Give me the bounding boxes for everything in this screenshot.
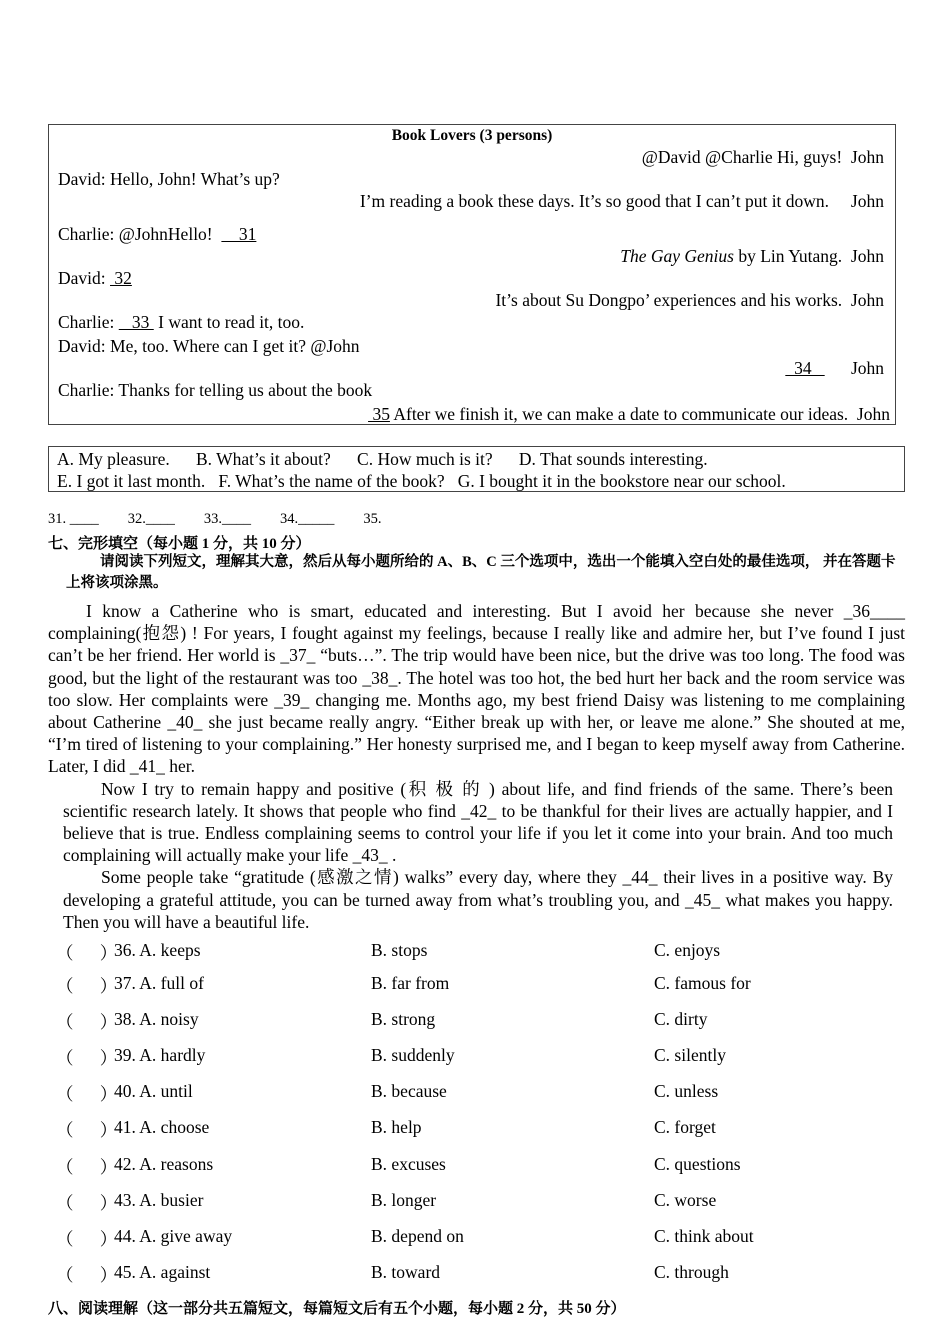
answer-paren[interactable]: （ ） <box>56 1157 118 1177</box>
blank-34: 34 <box>785 358 825 378</box>
chat-message: Charlie: Thanks for telling us about the book <box>58 380 373 400</box>
section-7-instruction: 请阅读下列短文，理解其大意，然后从每小题所给的 A、B、C 三个选项中，选出一个能填入空白处的最佳选项， 并在答题卡上将该项涂黑。 <box>66 554 896 591</box>
option-c: C. think about <box>654 1226 754 1246</box>
answer-paren[interactable]: （ ） <box>56 1012 118 1032</box>
book-title: The Gay Genius <box>620 246 734 266</box>
option-a: 37. A. full of <box>114 973 204 993</box>
question-row <box>48 1262 908 1292</box>
question-row <box>48 1045 908 1075</box>
chat-message: 34 John <box>785 358 884 378</box>
option-c: C. worse <box>654 1190 717 1210</box>
chat-message: David: Hello, John! What’s up? <box>58 169 280 189</box>
answer-paren[interactable]: （ ） <box>56 943 118 963</box>
option-c: C. dirty <box>654 1009 708 1029</box>
option-b: B. toward <box>371 1262 441 1282</box>
option-b: B. strong <box>371 1009 436 1029</box>
chat-message: Charlie: @JohnHello! 31 <box>58 224 257 244</box>
option-a: 36. A. keeps <box>114 940 201 960</box>
question-row <box>48 1009 908 1039</box>
options-box <box>48 446 905 492</box>
answer-paren[interactable]: （ ） <box>56 976 118 996</box>
answer-paren[interactable]: （ ） <box>56 1229 118 1249</box>
chat-message: I’m reading a book these days. It’s so good that I can’t put it down. John <box>359 191 884 211</box>
chat-message: Charlie: 33 I want to read it, too. <box>58 312 305 332</box>
question-row <box>48 1154 908 1184</box>
chat-message: The Gay Genius by Lin Yutang. John <box>620 246 884 266</box>
question-row <box>48 1190 908 1220</box>
answer-paren[interactable]: （ ） <box>56 1193 118 1213</box>
chat-message: @David @Charlie Hi, guys! John <box>641 147 884 167</box>
option-b: B. suddenly <box>371 1045 455 1065</box>
answer-paren[interactable]: （ ） <box>56 1265 118 1285</box>
question-row <box>48 940 908 970</box>
option-a: 40. A. until <box>114 1081 193 1101</box>
chat-message: David: Me, too. Where can I get it? @John <box>58 336 360 356</box>
option-a: 44. A. give away <box>114 1226 233 1246</box>
chat-box <box>48 124 896 425</box>
option-a: 43. A. busier <box>114 1190 204 1210</box>
passage-paragraph: I know a Catherine who is smart, educated and interesting. But I avoid her because she never _36____ complaining(抱怨) ! For years, I fought against my feelings, because I really like and admire her, but I’ve found I just can’t be her friend. Her world is _37_ “buts…”. The trip would have been nice, but the drive was too long. The food was good, but the light of the restaurant was too _38_. The hotel was too hot, the bed hurt her back and the room service was too slow. Her complaints were _39_ changing me. Months ago, my best friend Daisy was listening to me complaining about Catherine _40_ she just became really angry. “Either break up with her, or leave me alone.” She shouted at me, “I’m tired of listening to your complaining.” Her honesty surprised me, and I began to keep myself away from Catherine. Later, I did _41_ her. <box>48 601 905 777</box>
option-b: B. because <box>371 1081 447 1101</box>
option-c: C. silently <box>654 1045 726 1065</box>
passage-paragraph: Now I try to remain happy and positive (积 极 的 ) about life, and find friends of the same. There’s been scientific research lately. It shows that people who find _42_ to be thankful for their lives are actually happier, and I believe that is true. Endless complaining seems to control your life if you let it come into your brain. And too much complaining will actually make your life _43_ . <box>63 778 893 866</box>
chat-title: Book Lovers (3 persons) <box>391 127 553 144</box>
option-c: C. unless <box>654 1081 719 1101</box>
option-a: 42. A. reasons <box>114 1154 214 1174</box>
blank-35: 35 <box>368 404 390 424</box>
blank-32: 32 <box>110 268 132 288</box>
option-b: B. depend on <box>371 1226 464 1246</box>
option-c: C. famous for <box>654 973 751 993</box>
option-b: B. far from <box>371 973 450 993</box>
option-c: C. enjoys <box>654 940 721 960</box>
options-line: A. My pleasure. B. What’s it about? C. How much is it? D. That sounds interesting. <box>57 449 708 469</box>
option-a: 39. A. hardly <box>114 1045 206 1065</box>
option-b: B. stops <box>371 940 428 960</box>
section-7-heading: 七、完形填空（每小题 1 分，共 10 分） <box>48 536 311 552</box>
option-a: 41. A. choose <box>114 1117 210 1137</box>
option-a: 38. A. noisy <box>114 1009 199 1029</box>
blank-33: 33 <box>118 312 154 332</box>
options-line: E. I got it last month. F. What’s the name of the book? G. I bought it in the bookstore near our school. <box>57 471 786 491</box>
option-b: B. excuses <box>371 1154 446 1174</box>
answer-paren[interactable]: （ ） <box>56 1120 118 1140</box>
chat-message: It’s about Su Dongpo’ experiences and his works. John <box>495 290 884 310</box>
chat-message: 35 After we finish it, we can make a date to communicate our ideas. John <box>368 404 890 424</box>
blank-31: 31 <box>221 224 257 244</box>
question-row <box>48 1081 908 1111</box>
option-b: B. help <box>371 1117 422 1137</box>
chat-message: David: 32 <box>58 268 132 288</box>
question-row <box>48 1226 908 1256</box>
option-b: B. longer <box>371 1190 437 1210</box>
cloze-passage <box>48 600 905 933</box>
option-c: C. forget <box>654 1117 716 1137</box>
answer-blanks: 31. ____ 32.____ 33.____ 34._____ 35. <box>48 511 382 527</box>
answer-paren[interactable]: （ ） <box>56 1084 118 1104</box>
question-row <box>48 1117 908 1147</box>
option-c: C. questions <box>654 1154 741 1174</box>
section-8-heading: 八、阅读理解（这一部分共五篇短文，每篇短文后有五个小题，每小题 2 分，共 50 分） <box>48 1301 626 1317</box>
passage-paragraph: Some people take “gratitude (感激之情) walks” every day, where they _44_ their lives in a positive way. By developing a grateful attitude, you can be turned away from what’s troubling you, and _45_ what makes you happy. Then you will have a beautiful life. <box>63 867 893 932</box>
question-row <box>48 973 908 1003</box>
answer-paren[interactable]: （ ） <box>56 1048 118 1068</box>
option-a: 45. A. against <box>114 1262 211 1282</box>
option-c: C. through <box>654 1262 729 1282</box>
